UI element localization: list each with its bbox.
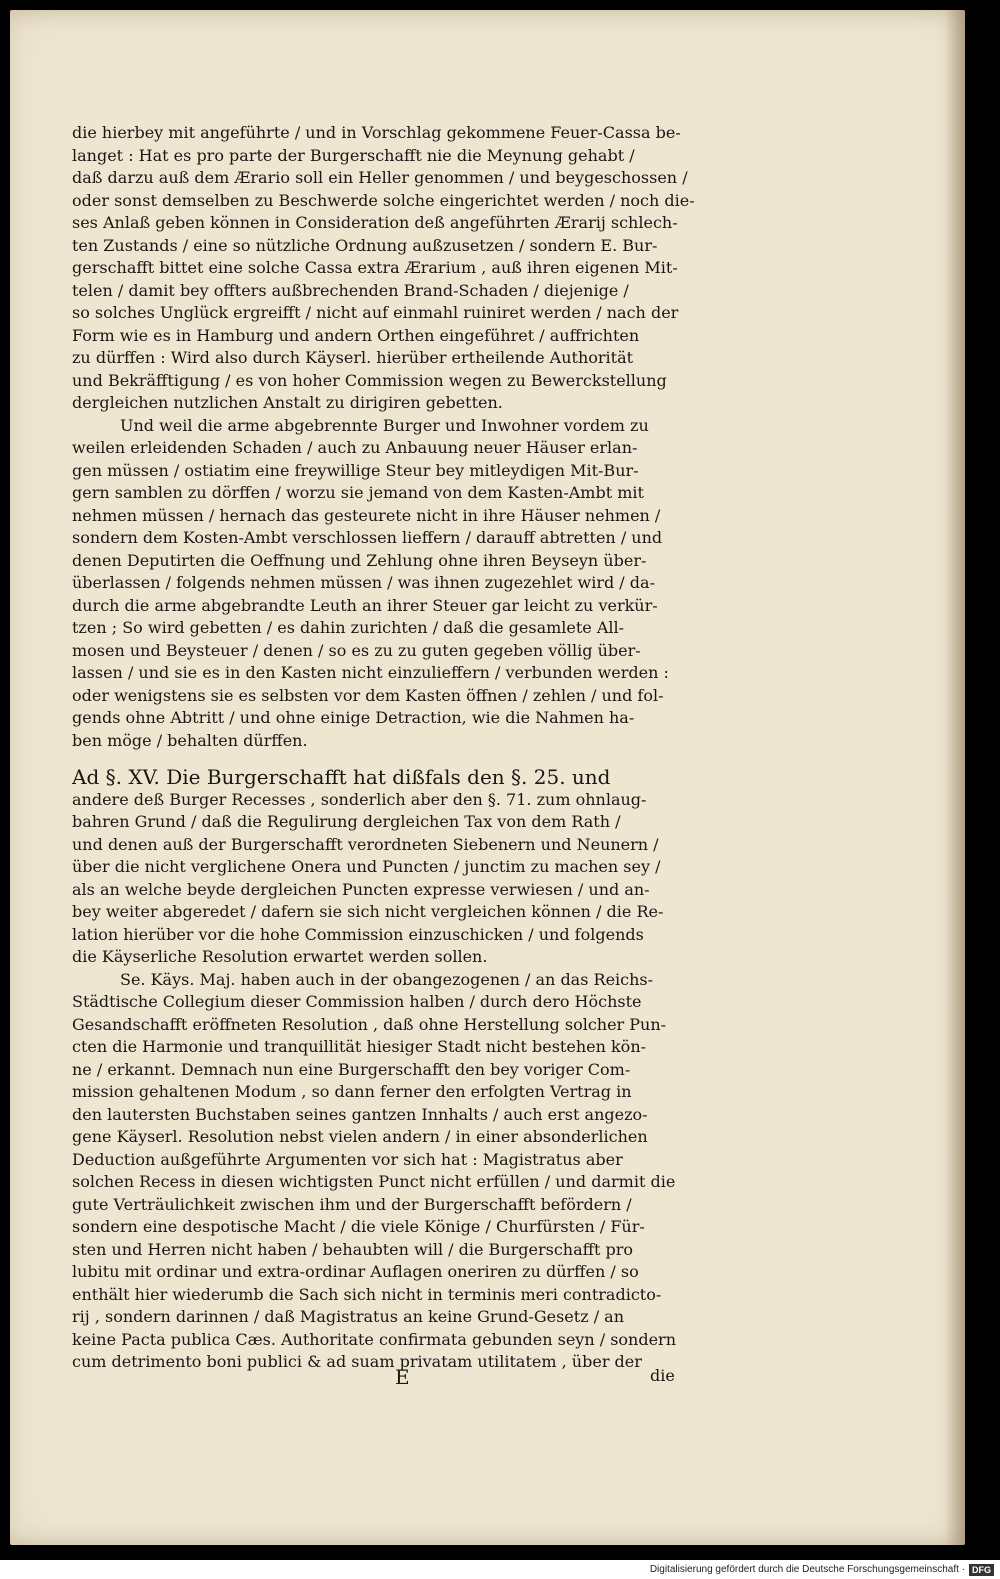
text-line: solchen Recess in diesen wichtigsten Punct nicht erfüllen / und darmit die	[72, 1172, 676, 1191]
text-line: Se. Käys. Maj. haben auch in der obangezogenen / an das Reichs-	[120, 969, 654, 989]
dfg-logo-icon: DFG	[969, 1564, 994, 1576]
text-line: gen müssen / ostiatim eine freywillige Steur bey mitleydigen Mit-Bur-	[72, 460, 639, 480]
text-line: bahren Grund / daß die Regulirung dergleichen Tax von dem Rath /	[72, 812, 621, 831]
text-line: als an welche beyde dergleichen Puncten expresse verwiesen / und an-	[72, 879, 650, 899]
text-line: ben möge / behalten dürffen.	[72, 730, 308, 750]
text-line: oder sonst demselben zu Beschwerde solche eingerichtet werden / noch die-	[72, 190, 695, 210]
text-line: lassen / und sie es in den Kasten nicht einzulieffern / verbunden werden :	[72, 663, 669, 682]
text-line: über die nicht verglichene Onera und Puncten / junctim zu machen sey /	[72, 857, 661, 876]
text-line: daß darzu auß dem Ærario soll ein Heller genommen / und beygeschossen /	[72, 168, 688, 187]
catchword: die	[650, 1366, 675, 1385]
footer-bar	[0, 1560, 1000, 1579]
text-line: sondern eine despotische Macht / die viele Könige / Churfürsten / Für-	[72, 1217, 645, 1236]
text-line: gene Käyserl. Resolution nebst vielen andern / in einer absonderlichen	[72, 1127, 648, 1146]
section-gap	[72, 752, 692, 766]
text-line: dergleichen nutzlichen Anstalt zu dirigiren gebetten.	[72, 393, 503, 412]
text-line: bey weiter abgeredet / dafern sie sich nicht vergleichen können / die Re-	[72, 902, 664, 921]
text-line: cten die Harmonie und tranquillität hiesiger Stadt nicht bestehen kön-	[72, 1037, 647, 1056]
text-line: ne / erkannt. Demnach nun eine Burgerschafft den bey voriger Com-	[72, 1059, 631, 1079]
text-line: sten und Herren nicht haben / behaubten will / die Burgerschafft pro	[72, 1239, 634, 1259]
text-line: zu dürffen : Wird also durch Käyserl. hierüber ertheilende Authorität	[72, 348, 634, 367]
text-line: oder wenigstens sie es selbsten vor dem Kasten öffnen / zehlen / und fol-	[72, 685, 664, 705]
text-line: Gesandschafft eröffneten Resolution , daß ohne Herstellung solcher Pun-	[72, 1014, 667, 1034]
text-line: Und weil die arme abgebrennte Burger und Inwohner vordem zu	[120, 415, 649, 435]
text-line: gern samblen zu dörffen / worzu sie jemand von dem Kasten-Ambt mit	[72, 483, 644, 502]
text-line: nehmen müssen / hernach das gesteurete nicht in ihre Häuser nehmen /	[72, 505, 661, 525]
text-line: mosen und Beysteuer / denen / so es zu zu guten gegeben völlig über-	[72, 640, 641, 660]
text-line: überlassen / folgends nehmen müssen / was ihnen zugezehlet wird / da-	[72, 573, 655, 592]
text-line: lation hierüber vor die hohe Commission einzuschicken / und folgends	[72, 924, 644, 944]
text-line: so solches Unglück ergreifft / nicht auf einmahl ruiniret werden / nach der	[72, 303, 679, 322]
text-line: gends ohne Abtritt / und ohne einige Detraction, wie die Nahmen ha-	[72, 708, 635, 727]
text-line: sondern dem Kosten-Ambt verschlossen lieffern / darauff abtretten / und	[72, 528, 663, 547]
text-line: Deduction außgeführte Argumenten vor sich hat : Magistratus aber	[72, 1149, 623, 1169]
text-line: Städtische Collegium dieser Commission halben / durch dero Höchste	[72, 992, 642, 1011]
text-line: den lautersten Buchstaben seines gantzen Innhalts / auch erst angezo-	[72, 1104, 648, 1124]
text-line: und denen auß der Burgerschafft verordneten Siebenern und Neunern /	[72, 834, 659, 854]
text-line: lubitu mit ordinar und extra-ordinar Auflagen oneriren zu dürffen / so	[72, 1262, 639, 1281]
page-spine-shadow	[945, 10, 965, 1545]
text-line: ses Anlaß geben können in Consideration deß angeführten Ærarij schlech-	[72, 213, 678, 232]
text-line: gute Verträulichkeit zwischen ihm und der Burgerschafft befördern /	[72, 1194, 632, 1214]
text-line: cum detrimento boni publici & ad suam privatam utilitatem , über der	[72, 1352, 642, 1371]
text-line: Form wie es in Hamburg und andern Orthen eingeführet / auffrichten	[72, 325, 640, 345]
text-line: durch die arme abgebrandte Leuth an ihrer Steuer gar leicht zu verkür-	[72, 595, 658, 615]
text-line: tzen ; So wird gebetten / es dahin zurichten / daß die gesamlete All-	[72, 618, 625, 637]
text-line: keine Pacta publica Cæs. Authoritate confirmata gebunden seyn / sondern	[72, 1329, 677, 1349]
signature-mark: E	[395, 1365, 410, 1389]
text-line: weilen erleidenden Schaden / auch zu Anbauung neuer Häuser erlan-	[72, 438, 638, 457]
text-line: langet : Hat es pro parte der Burgerschafft nie die Meynung gehabt /	[72, 145, 635, 165]
text-line: und Bekräfftigung / es von hoher Commission wegen zu Bewerckstellung	[72, 370, 667, 390]
text-line: die hierbey mit angeführte / und in Vorschlag gekommene Feuer-Cassa be-	[72, 123, 681, 142]
text-line: die Käyserliche Resolution erwartet werden sollen.	[72, 947, 488, 966]
text-line: gerschafft bittet eine solche Cassa extra Ærarium , auß ihren eigenen Mit-	[72, 258, 678, 277]
text-line: denen Deputirten die Oeffnung und Zehlung ohne ihren Beyseyn über-	[72, 550, 647, 570]
page-text	[72, 122, 695, 1374]
text-line: enthält hier wiederumb die Sach sich nicht in terminis meri contradicto-	[72, 1284, 662, 1304]
text-line: andere deß Burger Recesses , sonderlich aber den §. 71. zum ohnlaug-	[72, 789, 647, 809]
text-line: mission gehaltenen Modum , so dann ferner den erfolgten Vertrag in	[72, 1082, 632, 1101]
text-line: ten Zustands / eine so nützliche Ordnung außzusetzen / sondern E. Bur-	[72, 235, 658, 255]
footer-credit: Digitalisierung gefördert durch die Deutsche Forschungsgemeinschaft ·	[649, 1564, 965, 1575]
section-heading-line: Ad §. XV. Die Burgerschafft hat dißfals den §. 25. und	[72, 765, 611, 789]
text-line: rij , sondern darinnen / daß Magistratus an keine Grund-Gesetz / an	[72, 1307, 625, 1326]
text-line: telen / damit bey offters außbrechenden Brand-Schaden / diejenige /	[72, 280, 629, 300]
